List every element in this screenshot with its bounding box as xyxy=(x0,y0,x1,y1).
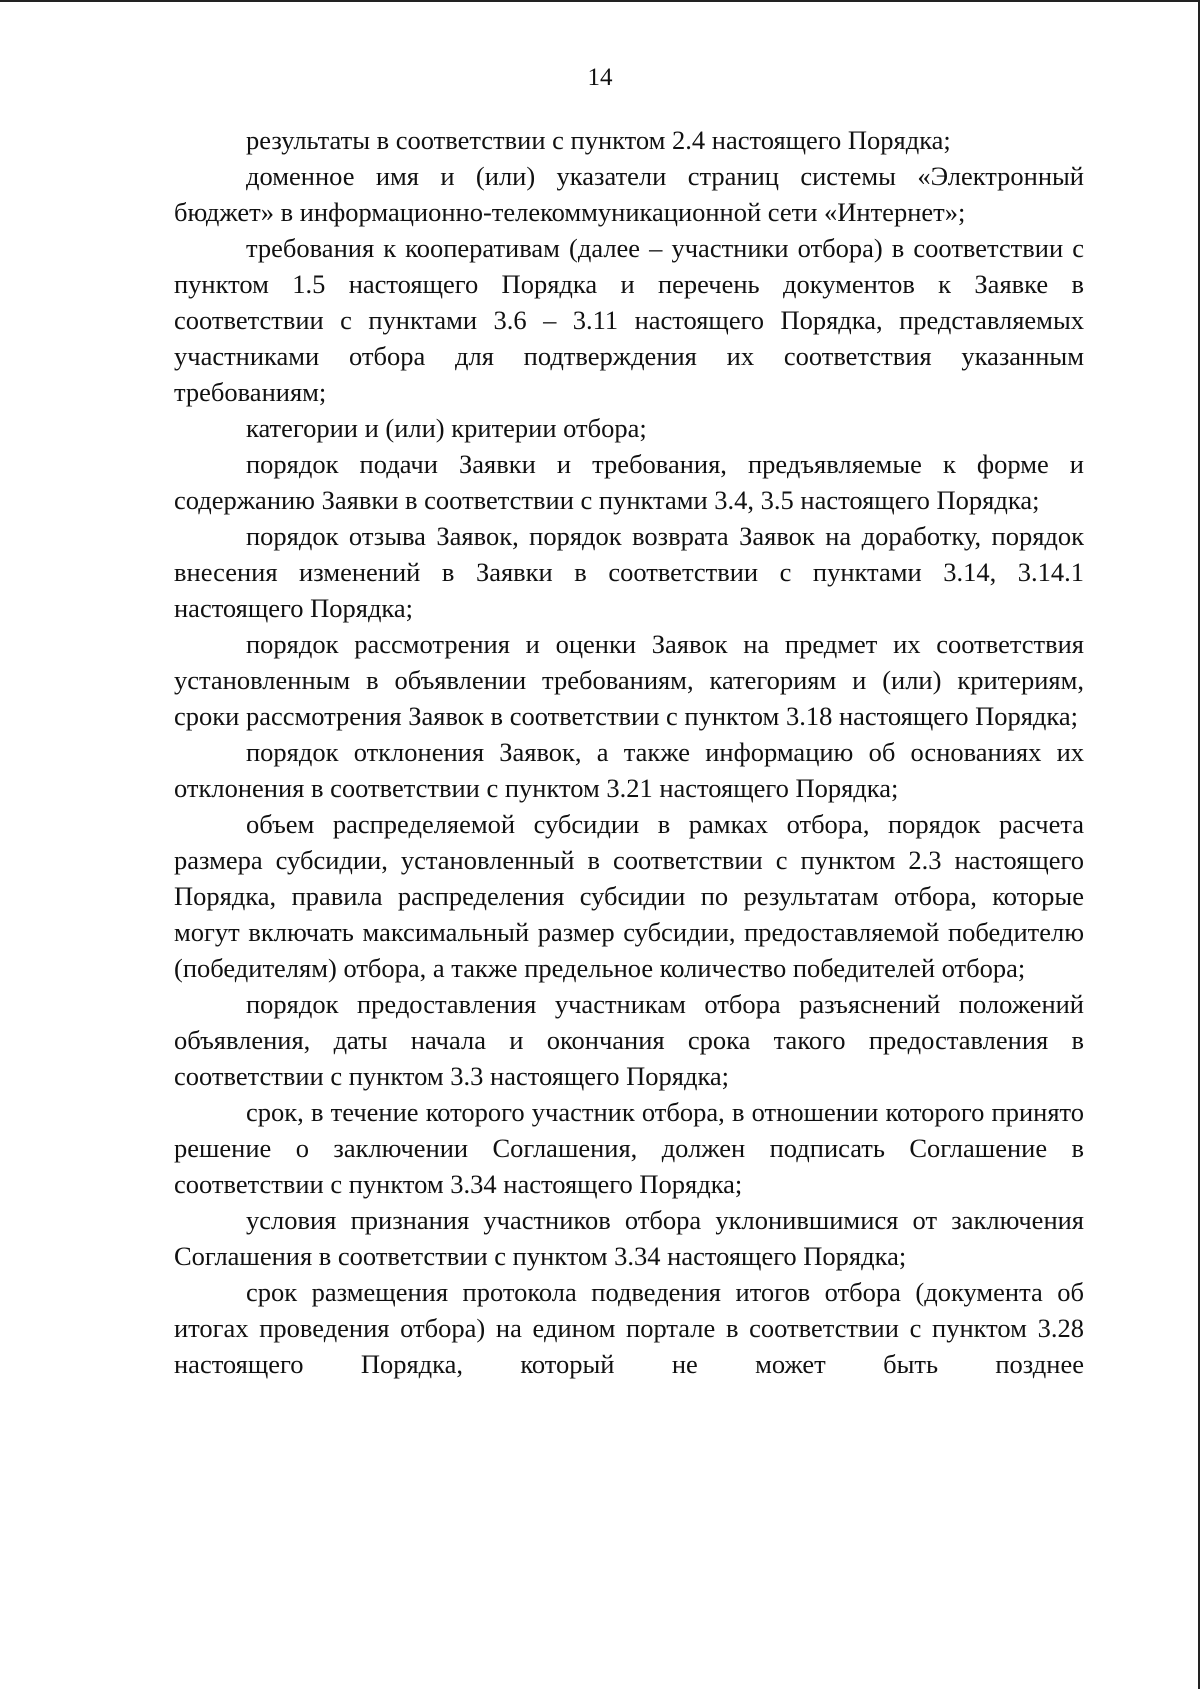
paragraph-clarifications: порядок предоставления участникам отбора разъяснений положений объявления, даты начала и окончания срока такого предоставления в соответствии с пунктом 3.3 настоящего Порядка; xyxy=(174,989,1084,1091)
paragraph-submission-order: порядок подачи Заявки и требования, предъявляемые к форме и содержанию Заявки в соответствии с пунктами 3.4, 3.5 настоящего Порядка; xyxy=(174,449,1084,515)
paragraph-rejection-order: порядок отклонения Заявок, а также информацию об основаниях их отклонения в соответствии с пунктом 3.21 настоящего Порядка; xyxy=(174,737,1084,803)
paragraph-domain-name: доменное имя и (или) указатели страниц системы «Электронный бюджет» в информационно-телекоммуникационной сети «Интернет»; xyxy=(174,161,1084,227)
paragraph-subsidy-volume: объем распределяемой субсидии в рамках отбора, порядок расчета размера субсидии, установленный в соответствии с пунктом 2.3 настоящего Порядка, правила распределения субсидии по результатам отбора, которые могут включать максимальный размер субсидии, предоставляемой победителю (победителям) отбора, а также предельное количество победителей отбора; xyxy=(174,809,1084,983)
paragraph-withdrawal-order: порядок отзыва Заявок, порядок возврата Заявок на доработку, порядок внесения изменений в Заявки в соответствии с пунктами 3.14, 3.14.1 настоящего Порядка; xyxy=(174,521,1084,623)
paragraph-review-order: порядок рассмотрения и оценки Заявок на предмет их соответствия установленным в объявлении требованиям, категориям и (или) критериям, сроки рассмотрения Заявок в соответствии с пунктом 3.18 настоящего Порядка; xyxy=(174,629,1084,731)
document-body xyxy=(174,122,1084,1382)
page-number: 14 xyxy=(587,64,613,91)
paragraph-categories: категории и (или) критерии отбора; xyxy=(246,413,647,443)
paragraph-evasion-conditions: условия признания участников отбора уклонившимися от заключения Соглашения в соответствии с пунктом 3.34 настоящего Порядка; xyxy=(174,1205,1084,1271)
paragraph-requirements: требования к кооперативам (далее – участники отбора) в соответствии с пунктом 1.5 настоящего Порядка и перечень документов к Заявке в соответствии с пунктами 3.6 – 3.11 настоящего Порядка, представляемых участниками отбора для подтверждения их соответствия указанным требованиям; xyxy=(174,233,1084,407)
paragraph-signing-deadline: срок, в течение которого участник отбора, в отношении которого принято решение о заключении Соглашения, должен подписать Соглашение в соответствии с пунктом 3.34 настоящего Порядка; xyxy=(174,1097,1084,1199)
paragraph-results: результаты в соответствии с пунктом 2.4 настоящего Порядка; xyxy=(246,125,951,155)
paragraph-protocol-deadline: срок размещения протокола подведения итогов отбора (документа об итогах проведения отбора) на едином портале в соответствии с пунктом 3.28 настоящего Порядка, который не может быть позднее xyxy=(174,1277,1084,1379)
